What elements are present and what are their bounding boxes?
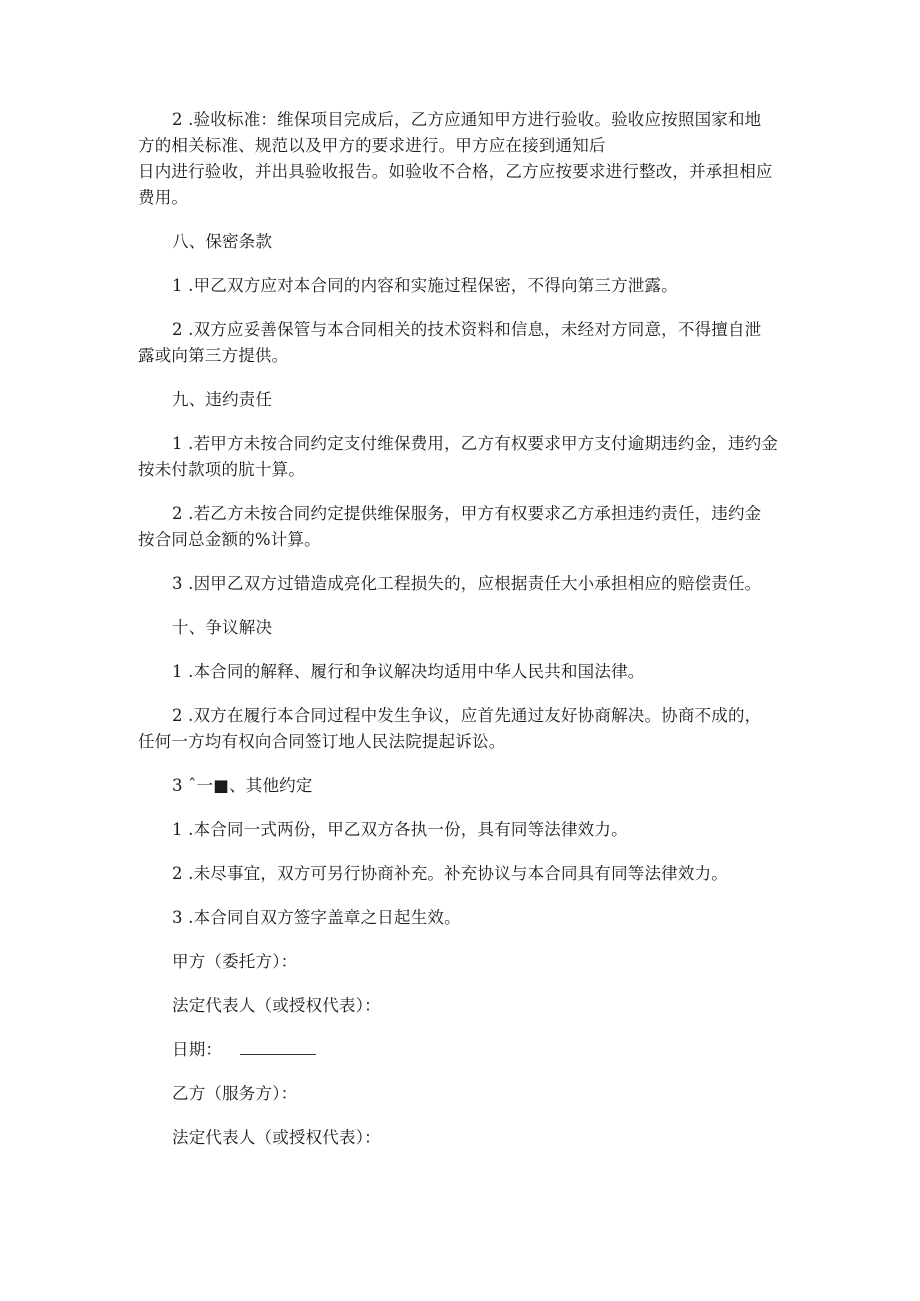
party-b-label: 乙方（服务方）：: [172, 1084, 298, 1103]
text-line: 2 .双方在履行本合同过程中发生争议，应首先通过友好协商解决。协商不成的，: [172, 706, 762, 725]
date-row: [138, 1037, 788, 1063]
section-8-item-2: [138, 317, 788, 369]
text-line: 方的相关标准、规范以及甲方的要求进行。甲方应在接到通知后: [138, 136, 606, 155]
date-label: 日期：: [172, 1040, 223, 1059]
section-11-title: 3 ˆ一■、其他约定: [172, 776, 313, 795]
text-line: 2 .若乙方未按合同约定提供维保服务，甲方有权要求乙方承担违约责任，违约金: [172, 504, 762, 523]
section-11-item-1: 1 .本合同一式两份，甲乙双方各执一份，具有同等法律效力。: [172, 820, 628, 839]
text-line: 1 .若甲方未按合同约定支付维保费用，乙方有权要求甲方支付逾期违约金，违约金: [172, 434, 779, 453]
section-10-item-1: 1 .本合同的解释、履行和争议解决均适用中华人民共和国法律。: [172, 662, 645, 681]
text-line: 按合同总金额的%计算。: [138, 530, 321, 549]
party-a-representative-label: 法定代表人（或授权代表）：: [172, 996, 381, 1015]
section-9-title: 九、违约责任: [172, 390, 273, 409]
section-11-item-3: 3 .本合同自双方签字盖章之日起生效。: [172, 908, 461, 927]
party-b-representative-label: 法定代表人（或授权代表）：: [172, 1128, 381, 1147]
document-page: [138, 107, 788, 1151]
section-10-title: 十、争议解决: [172, 618, 273, 637]
party-a-label: 甲方（委托方）：: [172, 952, 298, 971]
text-line: 2 .验收标准：维保项目完成后，乙方应通知甲方进行验收。验收应按照国家和地: [172, 110, 762, 129]
section-9-item-2: [138, 501, 788, 553]
section-8-title: 八、保密条款: [172, 232, 273, 251]
date-blank-line: [240, 1038, 316, 1055]
section-8-item-1: 1 .甲乙双方应对本合同的内容和实施过程保密，不得向第三方泄露。: [172, 276, 678, 295]
text-line: 费用。: [138, 188, 189, 207]
text-line: 按未付款项的肮十算。: [138, 460, 305, 479]
section-10-item-2: [138, 703, 788, 755]
text-line: 日内进行验收，并出具验收报告。如验收不合格，乙方应按要求进行整改，并承担相应: [138, 162, 773, 181]
text-line: 露或向第三方提供。: [138, 346, 289, 365]
text-line: 任何一方均有权向合同签订地人民法院提起诉讼。: [138, 732, 506, 751]
text-line: 2 .双方应妥善保管与本合同相关的技术资料和信息，未经对方同意，不得擅自泄: [172, 320, 762, 339]
acceptance-standard-paragraph: [138, 107, 788, 211]
section-9-item-3: 3 .因甲乙双方过错造成亮化工程损失的，应根据责任大小承担相应的赔偿责任。: [172, 574, 762, 593]
section-11-item-2: 2 .未尽事宜，双方可另行协商补充。补充协议与本合同具有同等法律效力。: [172, 864, 728, 883]
section-9-item-1: [138, 431, 788, 483]
